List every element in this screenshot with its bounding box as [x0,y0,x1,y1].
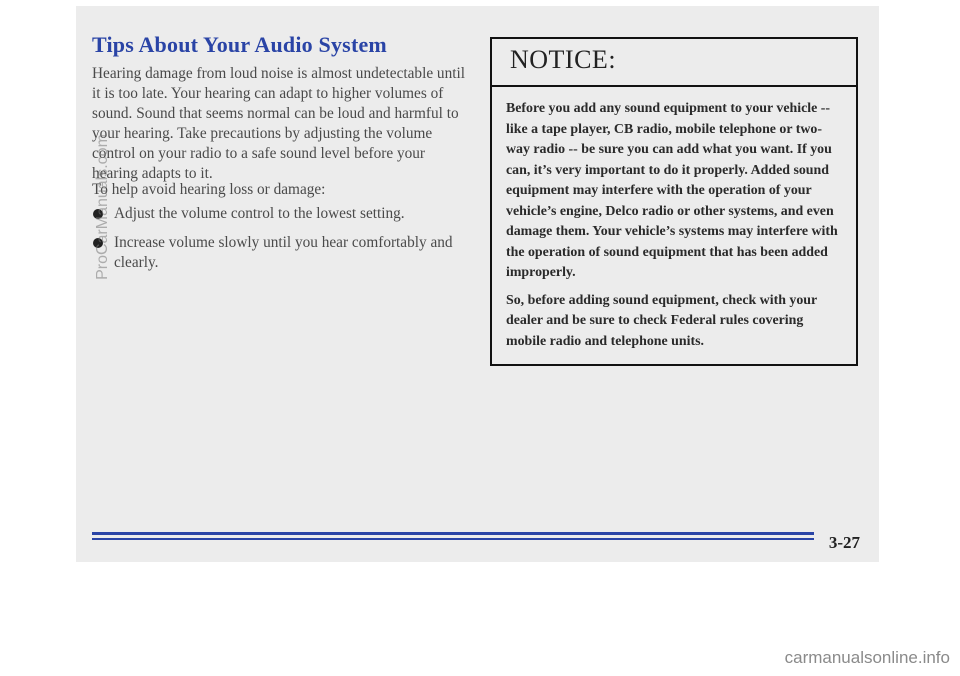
footer-watermark: carmanualsonline.info [784,648,950,667]
notice-body [492,87,856,352]
footer-rule-thin [92,538,814,540]
notice-box [490,37,858,366]
notice-header [492,39,856,87]
notice-paragraph: So, before adding sound equipment, check with your dealer and be sure to check Federal rules covering mobile radio and telephone units. [506,292,817,349]
list-item [92,204,472,224]
page-number: 3-27 [828,533,860,552]
side-watermark: ProCarManuals.com [94,134,111,280]
section-title: Tips About Your Audio System [92,32,387,57]
intro-paragraph: Hearing damage from loud noise is almost undetectable until it is too late. Your hearing can adapt to higher volumes of sound. Sound that seems normal can be loud and harmful to your hearing. Take precautions by adjusting the volume control on your radio to a safe sound level before your hearing adapts to it. [92,65,465,182]
tips-list [92,204,472,282]
list-item [92,233,472,273]
notice-paragraph: Before you add any sound equipment to your vehicle -- like a tape player, CB radio, mobile telephone or two-way radio -- be sure you can add what you want. If you can, it’s very important to do it properly. Added sound equipment may interfere with the operation of your vehicle’s engine, Delco radio or other systems, and even damage them. Your vehicle’s systems may interfere with the operation of sound equipment that has been added improperly. [506,101,838,280]
list-item-text: Increase volume slowly until you hear comfortably and clearly. [114,234,453,271]
lead-in-paragraph: To help avoid hearing loss or damage: [92,181,326,198]
footer-rule [92,532,814,535]
list-item-text: Adjust the volume control to the lowest setting. [114,205,405,222]
notice-title: NOTICE: [510,45,617,74]
